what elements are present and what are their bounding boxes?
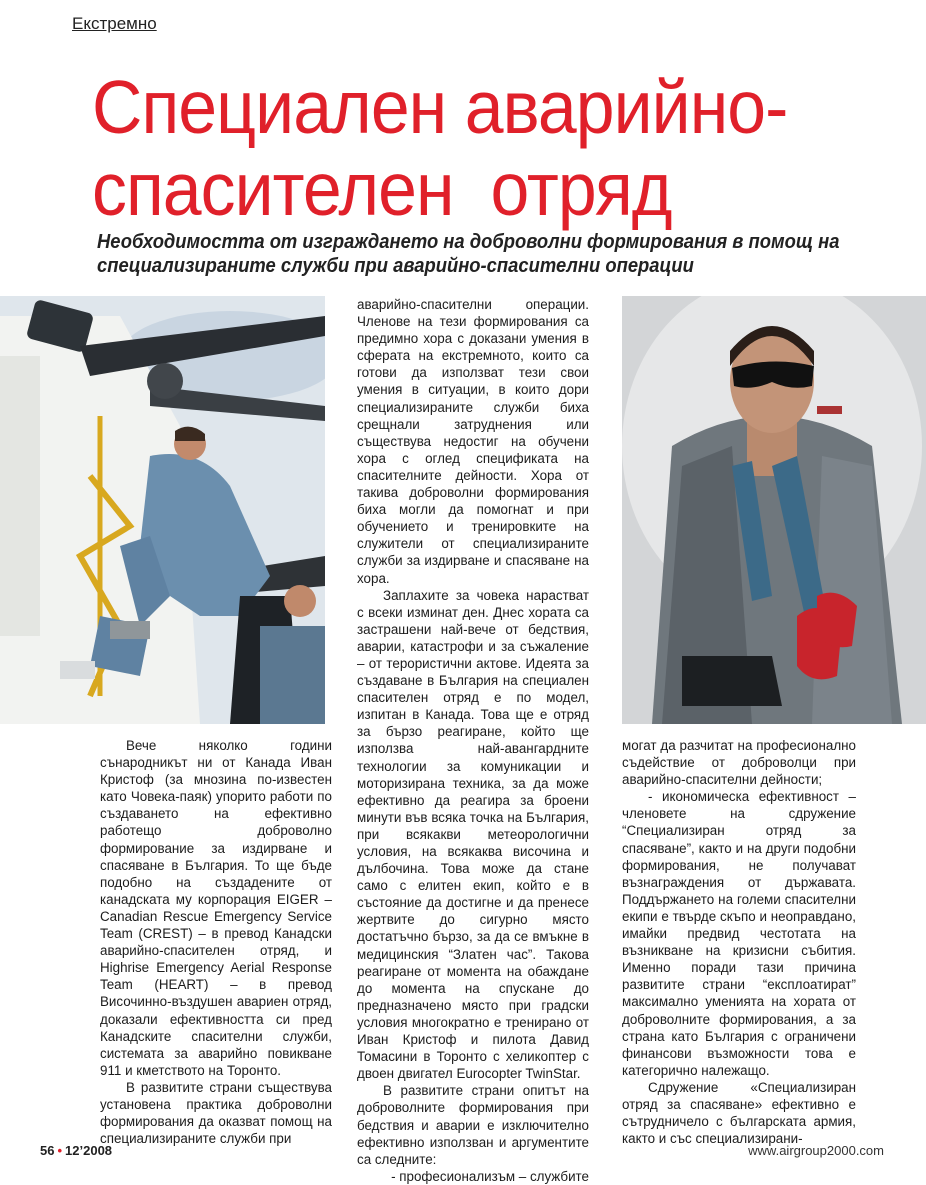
article-title xyxy=(92,66,855,230)
paragraph: - професионализъм – службите xyxy=(391,1168,589,1184)
section-label: Екстремно xyxy=(72,14,157,33)
page-info xyxy=(40,1143,112,1158)
bullet-separator-icon: • xyxy=(57,1143,63,1158)
helicopter-rescue-image xyxy=(0,296,325,724)
article-subtitle: Необходимостта от изграждането на доброволни формирования в помощ на специализираните служби при аварийно-спасителни операции xyxy=(97,231,840,277)
article-column-right xyxy=(622,737,856,1147)
paragraph: аварийно-спасителни операции. Членове на тези формирования са предимно хора с доказани умения в сферата на екстремното, които са готови да използват тези свои умения в ситуации, в които дори специализираните служби биха срещнали затруднения или съществува недостиг на обучени хора с оглед спецификата на спасителните дейности. Хора от такива доброволни формирования биха могли да помогнат и при обучението и тренировките на служители от специализираните служби за издирване и спасяване на хора. xyxy=(357,297,589,586)
page-number: 56 xyxy=(40,1143,55,1158)
rescuer-portrait-photo xyxy=(622,296,926,724)
website-link[interactable]: www.airgroup2000.com xyxy=(748,1143,884,1158)
article-column-left xyxy=(100,737,332,1147)
paragraph: В развитите страни съществува установена практика доброволни формирования да оказват помощ на специализираните служби при xyxy=(100,1079,332,1147)
issue-date: 12’2008 xyxy=(65,1143,113,1158)
title-line-1: Специален аварийно- xyxy=(92,65,788,149)
paragraph: В развитите страни опитът на доброволните формирования при бедствия и аварии е изключително ефективно използван и аргументите са следните: xyxy=(357,1083,589,1167)
helicopter-rescue-photo xyxy=(0,296,325,724)
paragraph: Вече няколко години сънародникът ни от Канада Иван Кристоф (за мнозина по-известен като Човека-паяк) упорито работи по създаването на ефективно работещо доброволно формирование за издирване и спасяване в България. То ще бъде подобно на създадените от канадската му корпорация EIGER – Canadian Rescue Emergency Service Team (CREST) – в превод Канадски аварийно-спасителен отряд, и Highrise Emergency Aerial Response Team (HEART) – в превод Височинно-въздушен авариен отряд, доказали ефективността си пред Канадските спасителни служби, системата за аварийно повикване 911 и кметството на Торонто. xyxy=(100,738,332,1078)
rescuer-portrait-image xyxy=(622,296,926,724)
title-line-2: спасителен отряд xyxy=(92,147,672,231)
paragraph: могат да разчитат на професионално съдействие от доброволци при аварийно-спасителни дейности; xyxy=(622,738,856,788)
paragraph: Заплахите за човека нарастват с всеки изминат ден. Днес хората са застрашени най-вече от бедствия, аварии, катастрофи и за съжаление – от терористични актове. Идеята за създаване в България на специален спасителен отряд е по модел, изпитан в Канада. Това ще е отряд за бързо реагиране, който ще използва най-авангардните технологии за комуникации и моторизирана техника, за да може ефективно да реагира за броени минути във всяка точка на България, при всякакви метеорологични условия, на всякаква височина и дълбочина. Това може да стане само с елитен екип, който е в състояние да достигне и да пренесе жертвите до сигурно място достатъчно бързо, за да се вмъкне в медицинския “Златен час”. Такова реагиране от момента на обаждане до момента на спускане до предназначено място при градски условия многократно е тренирано от Иван Кристоф и пилота Давид Томасини в Торонто с хеликоптер с двоен двигател Eurocopter TwinStar. xyxy=(357,587,589,1082)
paragraph: Сдружение «Специализиран отряд за спасяване» ефективно е сътрудничело с българската армия, както и със специализирани- xyxy=(622,1079,856,1147)
paragraph: - икономическа ефективност – членовете на сдружение “Специализиран отряд за спасяване”, както и на други подобни формирования, не получават възнаграждения от държавата. Поддържането на големи спасителни екипи е твърде скъпо и неоправдано, имайки предвид честотата на възникване на кризисни събития. Именно поради тази причина развитите страни “експлоатират” максимално уменията на хората от доброволните формирования, а за страна като България с ограничени финансови възможности това е категорично належащо. xyxy=(622,789,856,1078)
article-column-middle xyxy=(357,296,589,1185)
